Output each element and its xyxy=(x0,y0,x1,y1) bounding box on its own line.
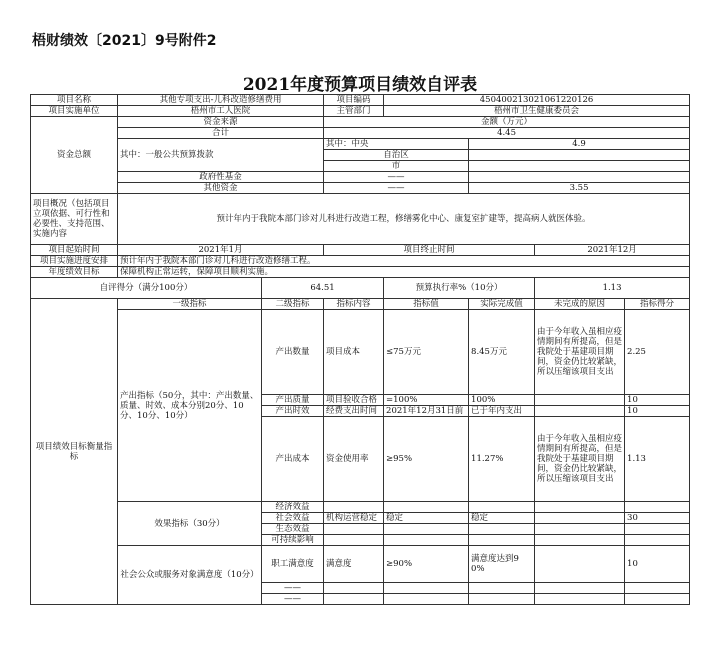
implementing-unit-value: 梧州市工人医院 xyxy=(118,106,324,117)
header-level1: 一级指标 xyxy=(118,299,262,310)
table-row xyxy=(324,524,384,535)
table-row: 产出质量 xyxy=(262,395,324,406)
table-row xyxy=(469,535,535,546)
central-value: 4.9 xyxy=(469,139,690,150)
evaluation-table xyxy=(30,94,690,605)
indicators-section-label: 项目绩效目标衡量指标 xyxy=(31,299,118,605)
gov-fund-label: 政府性基金 xyxy=(118,172,324,183)
table-row xyxy=(384,594,469,605)
unfinished-reason: 由于今年收入虽相应疫情期间有所提高，但是我院处于基建项目期间，资金仍比较紧缺，所以压缩该项目支出 xyxy=(535,417,625,502)
funds-total-label: 资金总额 xyxy=(31,117,118,194)
header-target: 指标值 xyxy=(384,299,469,310)
table-row: 11.27% xyxy=(469,417,535,502)
self-score-value: 64.51 xyxy=(262,278,384,299)
table-row xyxy=(469,594,535,605)
funds-total-value: 4.45 xyxy=(324,128,690,139)
table-row xyxy=(535,395,625,406)
other-fund-label: 其他资金 xyxy=(118,183,324,194)
table-row: 稳定 xyxy=(384,513,469,524)
table-row: 项目验收合格 xyxy=(324,395,384,406)
unfinished-reason: 由于今年收入虽相应疫情期间有所提高，但是我院处于基建项目期间，资金仍比较紧缺，所以压缩该项目支出 xyxy=(535,310,625,395)
header-content: 指标内容 xyxy=(324,299,384,310)
table-row xyxy=(535,594,625,605)
table-row: 可持续影响 xyxy=(262,535,324,546)
table-row xyxy=(535,546,625,583)
city-label: 市 xyxy=(324,161,469,172)
table-row: 2021年12月31日前 xyxy=(384,406,469,417)
table-row: 生态效益 xyxy=(262,524,324,535)
table-row xyxy=(625,535,690,546)
table-row: 产出时效 xyxy=(262,406,324,417)
satisfaction-indicator-label: 社会公众或服务对象满意度（10分） xyxy=(118,546,262,605)
effect-indicator-label: 效果指标（30分） xyxy=(118,502,262,546)
header-level2: 二级指标 xyxy=(262,299,324,310)
table-row xyxy=(324,594,384,605)
header-actual: 实际完成值 xyxy=(469,299,535,310)
department-value: 梧州市卫生健康委员会 xyxy=(384,106,690,117)
table-row xyxy=(535,406,625,417)
progress-value: 预计年内于我院本部门诊对儿科进行改造修缮工程。 xyxy=(118,256,690,267)
table-row: ≤75万元 xyxy=(384,310,469,395)
overview-text: 预计年内于我院本部门诊对儿科进行改造工程，修缮雾化中心、康复室扩建等，提高病人就医体验。 xyxy=(118,194,690,245)
table-row xyxy=(625,524,690,535)
document-heading: 梧财绩效〔2021〕9号附件2 xyxy=(32,33,217,49)
table-row xyxy=(535,583,625,594)
city-value xyxy=(469,161,690,172)
table-row: ≥90% xyxy=(384,546,469,583)
table-row: 产出数量 xyxy=(262,310,324,395)
table-row: 已于年内支出 xyxy=(469,406,535,417)
table-row xyxy=(535,535,625,546)
progress-label: 项目实施进度安排 xyxy=(31,256,118,267)
overview-label: 项目概况（包括项目立项依据、可行性和必要性、支持范围、实施内容 xyxy=(31,194,118,245)
table-row: 10 xyxy=(625,546,690,583)
table-row: —— xyxy=(262,594,324,605)
table-row: —— xyxy=(262,583,324,594)
central-label: 其中：中央 xyxy=(324,139,469,150)
funds-source-header: 资金来源 xyxy=(118,117,324,128)
table-row xyxy=(469,502,535,513)
table-row: 100% xyxy=(469,395,535,406)
table-row xyxy=(384,524,469,535)
table-row xyxy=(625,583,690,594)
funds-total-row-label: 合计 xyxy=(118,128,324,139)
project-code-value: 450400213021061220126 xyxy=(384,95,690,106)
table-row: 8.45万元 xyxy=(469,310,535,395)
table-row: ≥95% xyxy=(384,417,469,502)
table-row: 10 xyxy=(625,406,690,417)
table-row: 1.13 xyxy=(625,417,690,502)
table-row: 10 xyxy=(625,395,690,406)
table-row: =100% xyxy=(384,395,469,406)
header-reason: 未完成的原因 xyxy=(535,299,625,310)
table-row: 经费支出时间 xyxy=(324,406,384,417)
table-row xyxy=(384,535,469,546)
table-row: 满意度达到90% xyxy=(469,546,535,583)
table-row xyxy=(324,535,384,546)
table-row xyxy=(384,502,469,513)
table-row: 资金使用率 xyxy=(324,417,384,502)
project-name-label: 项目名称 xyxy=(31,95,118,106)
table-row xyxy=(535,513,625,524)
other-fund-dash: —— xyxy=(324,183,469,194)
table-row: 稳定 xyxy=(469,513,535,524)
region-value xyxy=(469,150,690,161)
execution-rate-label: 预算执行率%（10分） xyxy=(384,278,535,299)
other-fund-value: 3.55 xyxy=(469,183,690,194)
start-time-value: 2021年1月 xyxy=(118,245,324,256)
table-row: 职工满意度 xyxy=(262,546,324,583)
table-row xyxy=(625,502,690,513)
table-row: 经济效益 xyxy=(262,502,324,513)
gov-fund-dash: —— xyxy=(324,172,469,183)
table-row xyxy=(535,502,625,513)
region-label: 自治区 xyxy=(324,150,469,161)
table-row: 社会效益 xyxy=(262,513,324,524)
annual-goal-value: 保障机构正常运转，保障项目顺利实施。 xyxy=(118,267,690,278)
table-row xyxy=(384,583,469,594)
table-row xyxy=(324,502,384,513)
execution-rate-value: 1.13 xyxy=(535,278,690,299)
end-time-label: 项目终止时间 xyxy=(324,245,535,256)
funds-amount-header: 金额（万元） xyxy=(324,117,690,128)
table-row: 产出成本 xyxy=(262,417,324,502)
table-row: 30 xyxy=(625,513,690,524)
table-row xyxy=(324,583,384,594)
annual-goal-label: 年度绩效目标 xyxy=(31,267,118,278)
table-row xyxy=(535,524,625,535)
general-budget-label: 其中：一般公共预算拨款 xyxy=(118,139,324,172)
table-row: 满意度 xyxy=(324,546,384,583)
start-time-label: 项目起始时间 xyxy=(31,245,118,256)
table-row: 机构运营稳定 xyxy=(324,513,384,524)
header-score: 指标得分 xyxy=(625,299,690,310)
page-title: 2021年度预算项目绩效自评表 xyxy=(242,75,478,95)
project-name-value: 其他专项支出-儿科改造修缮费用 xyxy=(118,95,324,106)
end-time-value: 2021年12月 xyxy=(535,245,690,256)
self-score-label: 自评得分（满分100分） xyxy=(31,278,262,299)
table-row: 项目成本 xyxy=(324,310,384,395)
department-label: 主管部门 xyxy=(324,106,384,117)
table-row xyxy=(625,594,690,605)
output-indicator-label: 产出指标（50分，其中：产出数量、质量、时效、成本分别20分、10分、10分、10分） xyxy=(118,310,262,502)
project-code-label: 项目编码 xyxy=(324,95,384,106)
table-row xyxy=(469,583,535,594)
implementing-unit-label: 项目实施单位 xyxy=(31,106,118,117)
gov-fund-value xyxy=(469,172,690,183)
table-row: 2.25 xyxy=(625,310,690,395)
table-row xyxy=(469,524,535,535)
